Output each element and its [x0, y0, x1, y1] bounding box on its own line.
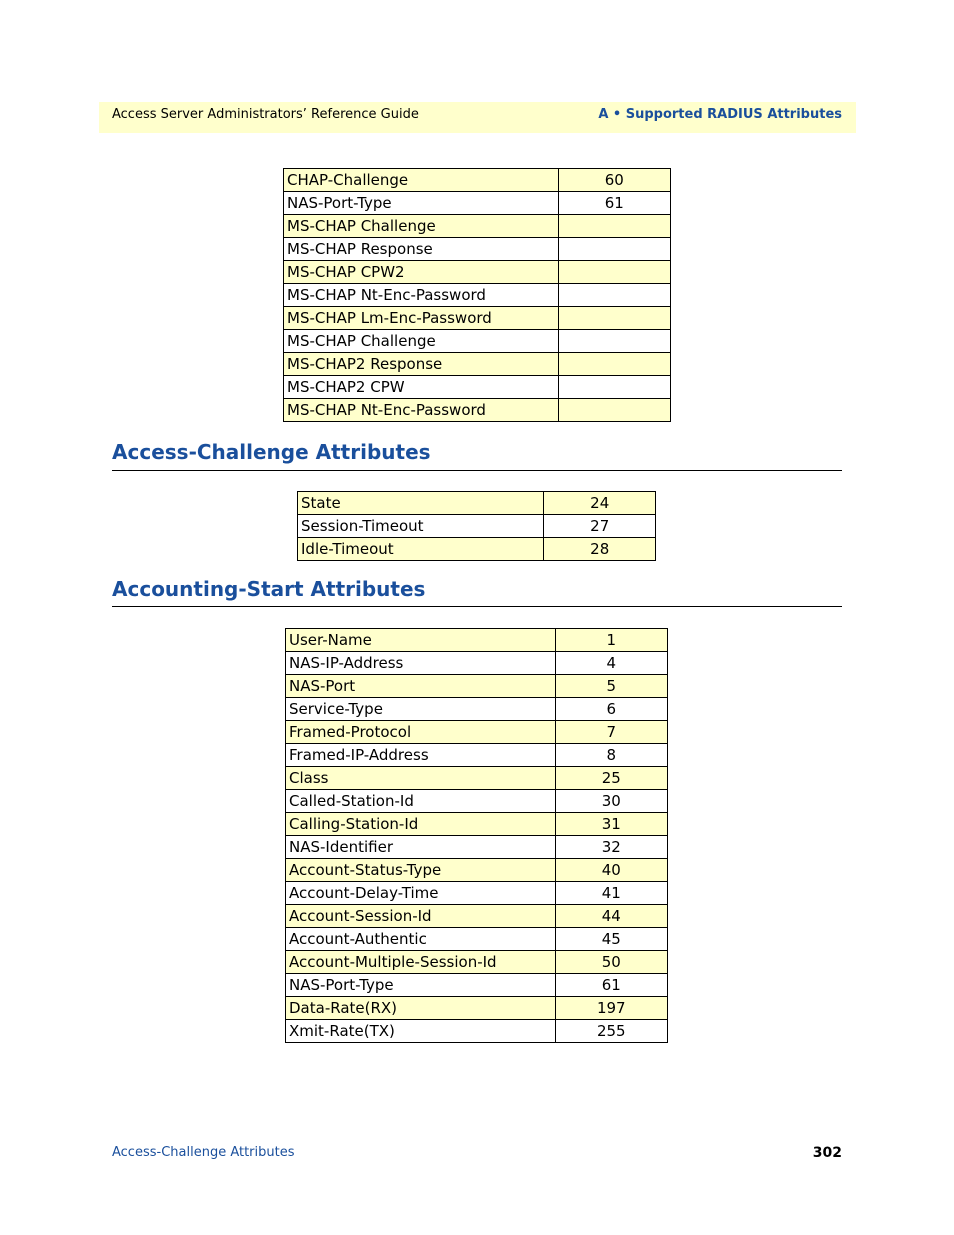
attribute-name: Idle-Timeout: [298, 538, 544, 561]
table-row: [284, 376, 671, 399]
table-row: [284, 192, 671, 215]
attribute-id: [558, 399, 670, 422]
page-number: 302: [812, 1145, 842, 1161]
attribute-id: 6: [555, 698, 667, 721]
table-row: [286, 997, 668, 1020]
attribute-name: Framed-Protocol: [286, 721, 556, 744]
attribute-name: Class: [286, 767, 556, 790]
table-row: [286, 974, 668, 997]
attribute-name: User-Name: [286, 629, 556, 652]
table-row: [286, 698, 668, 721]
table-row: [284, 169, 671, 192]
section-title-accounting-start: Accounting-Start Attributes: [112, 577, 426, 601]
attribute-name: Framed-IP-Address: [286, 744, 556, 767]
header-chapter-title: A • Supported RADIUS Attributes: [598, 107, 842, 122]
attribute-id: 61: [555, 974, 667, 997]
attribute-id: 44: [555, 905, 667, 928]
attribute-id: [558, 238, 670, 261]
table-row: [286, 629, 668, 652]
access-challenge-table: [297, 491, 656, 561]
footer-section-name: Access-Challenge Attributes: [112, 1145, 295, 1160]
attribute-id: 25: [555, 767, 667, 790]
attribute-id: 30: [555, 790, 667, 813]
table-row: [286, 882, 668, 905]
attribute-id: 255: [555, 1020, 667, 1043]
attribute-name: Account-Multiple-Session-Id: [286, 951, 556, 974]
accounting-start-table: [285, 628, 668, 1043]
attribute-name: MS-CHAP Challenge: [284, 215, 559, 238]
attribute-name: Data-Rate(RX): [286, 997, 556, 1020]
attribute-name: State: [298, 492, 544, 515]
attribute-id: 31: [555, 813, 667, 836]
table-row: [298, 515, 656, 538]
attribute-id: 1: [555, 629, 667, 652]
table-row: [284, 261, 671, 284]
table-row: [284, 215, 671, 238]
attribute-id: [558, 376, 670, 399]
table-row: [286, 905, 668, 928]
table-row: [286, 721, 668, 744]
attribute-id: 60: [558, 169, 670, 192]
attribute-name: CHAP-Challenge: [284, 169, 559, 192]
section-rule-2: [112, 606, 842, 607]
attribute-id: 45: [555, 928, 667, 951]
attribute-id: 24: [544, 492, 656, 515]
table-row: [298, 492, 656, 515]
table-row: [286, 859, 668, 882]
attribute-id: 50: [555, 951, 667, 974]
attribute-id: [558, 284, 670, 307]
attributes-table-1: [283, 168, 671, 422]
table-row: [286, 951, 668, 974]
attribute-id: 27: [544, 515, 656, 538]
section-rule-1: [112, 470, 842, 471]
attribute-name: Session-Timeout: [298, 515, 544, 538]
attribute-name: MS-CHAP2 CPW: [284, 376, 559, 399]
attribute-id: 8: [555, 744, 667, 767]
attribute-name: Account-Session-Id: [286, 905, 556, 928]
attribute-name: MS-CHAP Nt-Enc-Password: [284, 284, 559, 307]
attribute-name: NAS-Port-Type: [286, 974, 556, 997]
attribute-id: [558, 353, 670, 376]
attribute-id: 41: [555, 882, 667, 905]
attribute-name: NAS-IP-Address: [286, 652, 556, 675]
attribute-id: [558, 307, 670, 330]
attribute-name: NAS-Identifier: [286, 836, 556, 859]
section-title-access-challenge: Access-Challenge Attributes: [112, 440, 431, 464]
attribute-name: NAS-Port: [286, 675, 556, 698]
table-row: [286, 813, 668, 836]
table-row: [286, 652, 668, 675]
table-row: [284, 238, 671, 261]
attribute-id: 197: [555, 997, 667, 1020]
table-row: [284, 284, 671, 307]
attribute-name: Calling-Station-Id: [286, 813, 556, 836]
attribute-id: 4: [555, 652, 667, 675]
table-row: [286, 675, 668, 698]
table-row: [284, 307, 671, 330]
attribute-name: Account-Authentic: [286, 928, 556, 951]
attribute-name: MS-CHAP Challenge: [284, 330, 559, 353]
attribute-name: MS-CHAP Lm-Enc-Password: [284, 307, 559, 330]
table-row: [286, 928, 668, 951]
attribute-name: Account-Status-Type: [286, 859, 556, 882]
attribute-id: [558, 261, 670, 284]
attribute-id: 32: [555, 836, 667, 859]
header-guide-title: Access Server Administrators’ Reference Guide: [112, 107, 419, 122]
table-row: [286, 1020, 668, 1043]
attribute-id: 7: [555, 721, 667, 744]
attribute-id: 28: [544, 538, 656, 561]
attribute-id: [558, 330, 670, 353]
attribute-name: Service-Type: [286, 698, 556, 721]
attribute-id: 5: [555, 675, 667, 698]
attribute-name: Called-Station-Id: [286, 790, 556, 813]
attribute-name: MS-CHAP Nt-Enc-Password: [284, 399, 559, 422]
table-row: [284, 399, 671, 422]
table-row: [286, 744, 668, 767]
attribute-name: Xmit-Rate(TX): [286, 1020, 556, 1043]
table-row: [286, 767, 668, 790]
attribute-id: 40: [555, 859, 667, 882]
table-row: [286, 790, 668, 813]
attribute-name: Account-Delay-Time: [286, 882, 556, 905]
attribute-name: MS-CHAP CPW2: [284, 261, 559, 284]
attribute-name: MS-CHAP2 Response: [284, 353, 559, 376]
attribute-id: 61: [558, 192, 670, 215]
table-row: [284, 330, 671, 353]
attribute-id: [558, 215, 670, 238]
table-row: [284, 353, 671, 376]
attribute-name: MS-CHAP Response: [284, 238, 559, 261]
table-row: [286, 836, 668, 859]
attribute-name: NAS-Port-Type: [284, 192, 559, 215]
table-row: [298, 538, 656, 561]
